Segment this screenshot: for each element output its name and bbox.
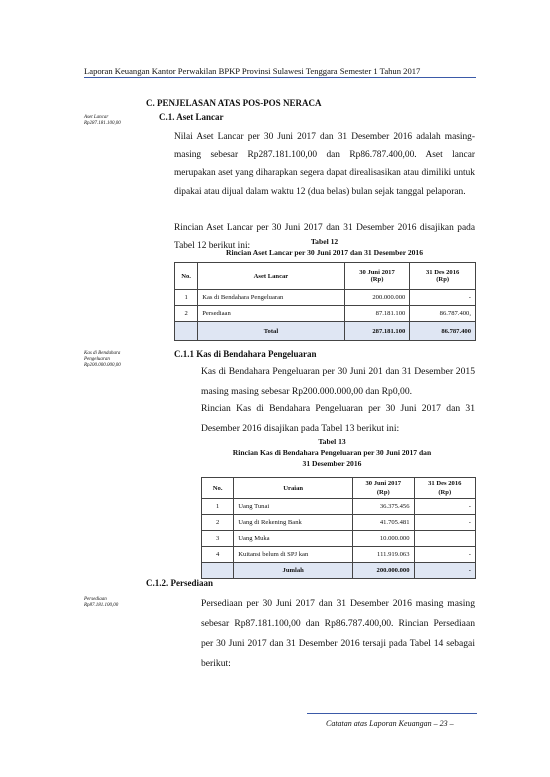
table13-row4-v2: - — [414, 547, 476, 563]
margin-note-label: Aset Lancar — [84, 115, 109, 120]
table13-total-label: Jumlah — [234, 563, 353, 579]
table12-header-name: Aset Lancar — [198, 263, 344, 290]
table13-header-col2-unit: (Rp) — [438, 489, 452, 496]
table-row — [202, 515, 476, 531]
table13-row4-no: 4 — [202, 547, 234, 563]
page-footer: Catatan atas Laporan Keuangan – 23 – — [326, 719, 454, 728]
table12-total-v1: 287.181.100 — [344, 322, 410, 341]
table13-row3-v2 — [414, 531, 476, 547]
table13-caption — [190, 436, 474, 469]
paragraph-c1-1: Nilai Aset Lancar per 30 Juni 2017 dan 31 Desember 2016 adalah masing-masing sebesar Rp287.181.100,00 dan Rp86.787.400,00. Aset lancar merupakan aset yang diharapkan segera dapat direalisasikan atau dimiliki untuk dipakai atau dijual dalam waktu 12 (dua belas) bulan sejak tanggal pelaporan. — [174, 132, 475, 197]
table12-caption-number: Tabel 12 — [310, 237, 339, 246]
table13-row4-name: Kuitansi belum di SPJ kan — [234, 547, 353, 563]
table12-header-col1-unit: (Rp) — [370, 276, 384, 283]
margin-note-value: Rp200.000.000,00 — [84, 363, 121, 368]
table-13 — [201, 477, 476, 579]
heading-c12: C.1.2. Persediaan — [146, 578, 213, 588]
table13-header-name: Uraian — [234, 478, 353, 499]
table12-row1-name: Kas di Bendahara Pengeluaran — [198, 290, 344, 306]
table13-row2-v2: - — [414, 515, 476, 531]
table13-caption-number: Tabel 13 — [318, 437, 346, 446]
margin-note-value: Rp87.181.100,00 — [84, 603, 119, 608]
table12-row1-v1: 200.000.000 — [344, 290, 410, 306]
table12-total-v2: 86.787.400 — [410, 322, 476, 341]
table12-header-col2-unit: (Rp) — [436, 276, 450, 283]
table12-total-empty — [175, 322, 198, 341]
table13-row1-v1: 36.375.456 — [353, 499, 414, 515]
table13-row1-no: 1 — [202, 499, 234, 515]
table12-header-col1-date: 30 Juni 2017 — [359, 269, 395, 276]
footer-divider — [307, 713, 477, 714]
heading-c11: C.1.1 Kas di Bendahara Pengeluaran — [174, 349, 317, 359]
margin-note-kas — [84, 351, 144, 369]
table12-header-col2-date: 31 Des 2016 — [425, 269, 460, 276]
table13-row2-name: Uang di Rekening Bank — [234, 515, 353, 531]
table13-total-empty — [202, 563, 234, 579]
table12-caption-title: Rincian Aset Lancar per 30 Juni 2017 dan 31 Desember 2016 — [225, 248, 424, 257]
table12-row2-no: 2 — [175, 306, 198, 322]
table13-header-col1 — [353, 478, 414, 499]
table12-caption — [174, 236, 475, 258]
table13-row3-name: Uang Muka — [234, 531, 353, 547]
table-row — [202, 499, 476, 515]
table13-caption-title: Rincian Kas di Bendahara Pengeluaran per 30 Juni 2017 dan — [232, 448, 432, 457]
table13-header-col2 — [414, 478, 476, 499]
table12-total-label: Total — [198, 322, 344, 341]
table13-header-col2-date: 31 Des 2016 — [428, 480, 462, 487]
table12-header-col1 — [344, 263, 410, 290]
table13-row2-v1: 41.705.481 — [353, 515, 414, 531]
table13-total-row — [202, 563, 476, 579]
table13-row4-v1: 111.919.063 — [353, 547, 414, 563]
table12-row2-name: Persediaan — [198, 306, 344, 322]
table-row — [175, 290, 476, 306]
margin-note-label: Kas di Bendahara Pengeluaran — [84, 351, 121, 362]
table13-row2-no: 2 — [202, 515, 234, 531]
heading-c1: C.1. Aset Lancar — [159, 112, 224, 122]
paragraph-c11-2: Rincian Kas di Bendahara Pengeluaran per 30 Juni 2017 dan 31 Desember 2016 disajikan pada Tabel 13 berikut ini: — [201, 403, 475, 434]
table13-total-v2: - — [414, 563, 476, 579]
margin-note-value: Rp287.181.100,00 — [84, 121, 121, 126]
table-12 — [174, 262, 476, 341]
margin-note-persediaan — [84, 597, 144, 609]
page-header-title: Laporan Keuangan Kantor Perwakilan BPKP Provinsi Sulawesi Tenggara Semester 1 Tahun 2017 — [84, 66, 421, 76]
table13-header-no: No. — [202, 478, 234, 499]
paragraph-c11-1: Kas di Bendahara Pengeluaran per 30 Juni 201 dan 31 Desember 2015 masing masing sebesar Rp200.000.000,00 dan Rp0,00. — [201, 366, 475, 397]
table13-row1-name: Uang Tunai — [234, 499, 353, 515]
table12-row1-v2: - — [410, 290, 476, 306]
margin-note-label: Persediaan — [84, 597, 107, 602]
table12-row2-v1: 87.181.100 — [344, 306, 410, 322]
table13-header-col1-date: 30 Juni 2017 — [365, 480, 402, 487]
table13-row1-v2: - — [414, 499, 476, 515]
table-row — [175, 306, 476, 322]
section-title: C. PENJELASAN ATAS POS-POS NERACA — [146, 98, 322, 108]
table12-row1-no: 1 — [175, 290, 198, 306]
table13-caption-title-2: 31 Desember 2016 — [302, 459, 362, 468]
table12-header-col2 — [410, 263, 476, 290]
table12-total-row — [175, 322, 476, 341]
margin-note-aset-lancar — [84, 115, 144, 127]
table-row — [202, 547, 476, 563]
table12-row2-v2: 86.787.400, — [410, 306, 476, 322]
table-row — [202, 531, 476, 547]
table13-header-col1-unit: (Rp) — [376, 489, 390, 496]
table13-total-v1: 200.000.000 — [353, 563, 414, 579]
table13-row3-no: 3 — [202, 531, 234, 547]
table12-header-no: No. — [175, 263, 198, 290]
header-divider — [84, 77, 476, 78]
table13-row3-v1: 10.000.000 — [353, 531, 414, 547]
paragraph-c1-2: Rincian Aset Lancar per 30 Juni 2017 dan 31 Desember 2016 disajikan pada Tabel 12 berikut ini: — [174, 223, 475, 252]
paragraph-c12-1: Persediaan per 30 Juni 2017 dan 31 Desember 2016 masing masing sebesar Rp87.181.100,00 dan Rp86.787.400,00. Rincian Persediaan per 30 Juni 2017 dan 31 Desember 2016 tersaji pada Tabel 14 sebagai berikut: — [201, 598, 475, 669]
